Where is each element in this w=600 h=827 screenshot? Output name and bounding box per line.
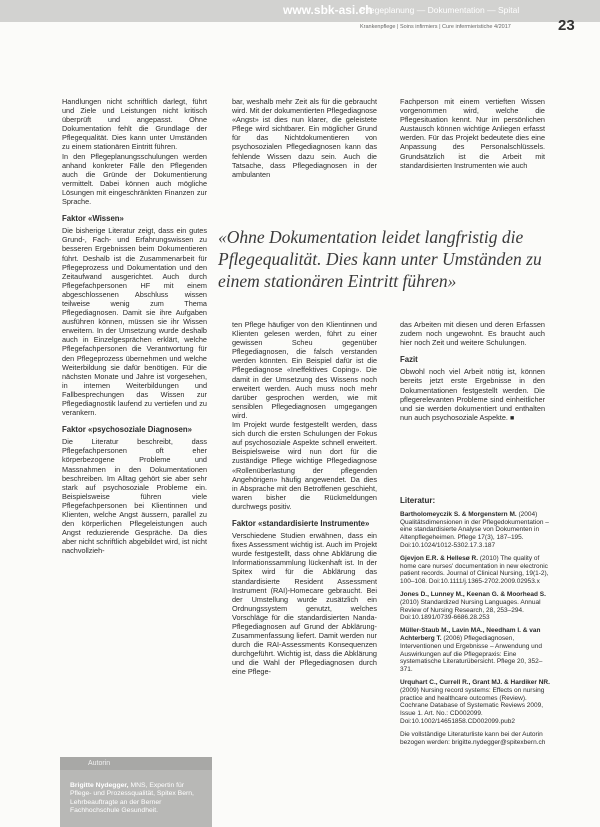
literature-list xyxy=(400,497,550,751)
paragraph: das Arbeiten mit diesen und deren Erfassen zudem noch ungewohnt. Es braucht auch hier noch Zeit und weitere Schulungen. xyxy=(400,320,545,348)
end-mark: ■ xyxy=(509,414,515,422)
literature-title: Literatur: xyxy=(400,496,436,505)
author-name: Brigitte Nydegger, xyxy=(70,782,129,789)
entry-text: (2010) The quality of home care nurses' documentation in new electronic patient records. Journal of Clinical Nursing, 19(1-2), 100–108. Doi:10.1111/j.1365-2702.2009.02953.x xyxy=(400,554,549,586)
site-url[interactable]: www.sbk-asi.ch xyxy=(283,3,373,17)
literature-entry xyxy=(400,627,550,674)
entry-text: (2006) Pflegediagnosen, Interventionen und Ergebnisse – Anwendung und Auswirkungen auf die Pflegepraxis: Eine systematische Literaturübersicht. Pflege 20, 352–371. xyxy=(400,634,543,674)
author-box xyxy=(60,760,212,827)
literature-entry xyxy=(400,555,550,586)
paragraph xyxy=(400,367,545,423)
entry-authors: Urquhart C., Currell R., Grant MJ. & Hardiker NR. xyxy=(400,678,550,686)
paragraph: Verschiedene Studien erwähnen, dass ein fixes Assessment wichtig ist. Auch im Projekt wurde festgestellt, dass ohne Abklärung die Informationssammlung lückenhaft ist. In der Spitex wird für die Abklärung das standardisierte Resident Assessment Instrument (RAI)-Homecare gebraucht. Bei der Umstellung wurde zusätzlich ein Ordnungssystem genutzt, welches Vorschläge für die standardisierten Nanda-Pflegediagnosen auf Grund der Abklärung-Zusammenfassung liefert. Damit werden nur durch die RAI-Assessments Konsequenzen durchgeführt. Wichtig ist, dass die Abklärung und die Wahl der Pflegediagnosen durch eine Pflege- xyxy=(232,531,377,677)
paragraph: In den Pflegeplanungsschulungen werden anhand konkreter Fälle den Pflegenden auch die Gründe der Dokumentierung vermittelt. Dabei können auch mögliche Lösungen mit eingeschränkten Finanzen zur Sprache. xyxy=(62,151,207,207)
literature-entry xyxy=(400,679,550,726)
entry-text: (2010) Standardized Nursing Languages. Annual Review of Nursing Research, 28, 253–294. Doi:10.1891/0739-6686.28.253 xyxy=(400,598,541,622)
literature-entry xyxy=(400,511,550,550)
entry-authors: Gjevjon E.R. & Hellesø R. xyxy=(400,554,479,562)
column-3-bottom xyxy=(400,320,545,423)
paragraph: Fachperson mit einem vertieften Wissen vorgenommen wird, welche die Pflegesituation kennt. Nur im persönlichen Austausch können wichtige Anliegen erfasst werden. Für das Projekt bedeutete dies eine Anpassung des Personalschlüssels. Grundsätzlich ist die Arbeit mit standardisierten Instrumenten wie auch xyxy=(400,97,545,170)
journal-line: Krankenpflege | Soins infirmiers | Cure infermieristiche 4/2017 xyxy=(360,24,511,30)
paragraph: Handlungen nicht schriftlich darlegt, führt und Ziele und Leistungen nicht kritisch überprüft und angepasst. Ohne Dokumentation fehlt die Grundlage der Pflegequalität. Dies kann unter Umständen zu einem stationären Eintritt führen. xyxy=(62,97,207,152)
author-text xyxy=(70,782,206,816)
literature-entry xyxy=(400,591,550,622)
column-2-top xyxy=(232,97,377,179)
page-number: 23 xyxy=(558,17,575,34)
paragraph: Im Projekt wurde festgestellt werden, dass sich durch die ersten Schulungen der Fokus auf psychosoziale Aspekte schnell erweitert. Beispielsweise wird nun dort für die zuständige Pflege wichtige Pflegediagnose «Rollenüberlastung der pflegenden Angehörigen» häufig angewendet. Da dies in Absprache mit den Betroffenen geschieht, waren bisher die Rückmeldungen durchwegs positiv. xyxy=(232,420,377,511)
entry-text: (2004) Qualitätsdimensionen in der Pflegedokumentation – eine standardisierte Analyse von Dokumenten in Altenpflegeheimen. Pflege 17(3), 187–195. Doi:10.1024/1012-5302.17.3.187 xyxy=(400,510,549,549)
paragraph: Die bisherige Literatur zeigt, dass ein gutes Grund-, Fach- und Erfahrungswissen zu besseren Ergebnissen beim Dokumentieren führt. Deshalb ist die Zusammenarbeit für Pflegeprozess und Dokumentation und den Zeitaufwand ausgerichtet. Auch durch Pflegefachpersonen HF mit einem abgeschlossenen Abschluss wissen teilweise wenig zum Thema Pflegediagnosen. Damit sie ihre Aufgaben ausführen können, müssen sie ihr Wissen erweitern. In der Umsetzung wurde deshalb auch in Einzelgesprächen erklärt, welche Pflegefachpersonen die Verantwortung für den Pflegeprozess übernehmen und welche Weiterbildung sie dafür benötigen. Für die nächsten Monate und Jahre ist vorgesehen, in internen Weiterbildungen und Fallbesprechungen das Wissen zur Pflegediagnostik laufend zu vertiefen und zu verankern. xyxy=(62,226,207,418)
entry-authors: Müller-Staub M., Lavin MA., Needham I. & van Achterberg T. xyxy=(400,627,541,642)
section-breadcrumb: Pflegeplanung — Dokumentation — Spital xyxy=(360,5,520,15)
author-description: MNS, Expertin für Pflege- und Prozessqualität, Spitex Bern, Lehrbeauftragte an der Berner Fachhochschule Gesundheit. xyxy=(70,782,194,815)
paragraph: bar, weshalb mehr Zeit als für die gebraucht wird. Mit der dokumentierten Pflegediagnose «Angst» ist dies nun klarer, die geleistete Pflege wird sichtbarer. Ein möglicher Grund für das Nichtdokumentieren von psychosozialen Pflegediagnosen kann das fehlende Wissen dazu sein. Auch die Tatsache, dass Pflegediagnosen in der ambulanten xyxy=(232,97,377,179)
author-heading: Autorin xyxy=(60,757,212,770)
column-1 xyxy=(62,97,207,556)
entry-authors: Bartholomeyczik S. & Morgenstern M. xyxy=(400,510,517,518)
section-heading: Faktor «psychosoziale Diagnosen» xyxy=(62,425,192,435)
paragraph: ten Pflege häufiger von den Klientinnen und Klienten gelesen werden, führt zu einer gewissen Scheu gegenüber Pflegediagnosen, die falsch verstanden werden könnten. Ein Beispiel dafür ist die Pflegediagnose «Ineffektives Coping». Die damit in der Umsetzung des Wissens noch erweitert werden. Auch muss noch mehr darüber gesprochen werden, wie mit sensiblen Pflegediagnosen umgegangen wird. xyxy=(232,320,377,420)
section-heading: Faktor «Wissen» xyxy=(62,214,124,224)
pull-quote: «Ohne Dokumentation leidet langfristig die Pflegequalität. Dies kann unter Umständen zu einem stationären Eintritt führen» xyxy=(218,227,542,291)
entry-text: (2009) Nursing record systems: Effects on nursing practice and healthcare outcomes (Review). Cochrane Database of Systematic Reviews 2009, Issue 1. Art. No.: CD002099. Doi:10.1002/14651858.CD002099.pub2 xyxy=(400,686,545,725)
paragraph: Die Literatur beschreibt, dass Pflegefachpersonen oft eher körperbezogene Probleme und Massnahmen in den Dokumentationen beschreiben. Im Alltag gehört sie aber sehr stark auf psychosoziale Probleme ein. Beispielsweise führen viele Pflegefachpersonen bei Klientinnen und Klienten, welche Angst äussern, parallel zu den körperlichen Pflegeleistungen auch Angst reduzierende Gespräche. Da dies aber nicht schriftlich abgebildet wird, ist nicht nachvollzieh- xyxy=(62,437,207,556)
paragraph-text: Obwohl noch viel Arbeit nötig ist, können bereits jetzt erste Ergebnisse in den Dokumentationen festgestellt werden. Die pflegerelevanten Probleme sind einheitlicher und sie werden dokumentiert und enthalten nun auch psychosoziale Aspekte. xyxy=(400,367,545,422)
entry-authors: Jones D., Lunney M., Keenan G. & Moorhead S. xyxy=(400,590,546,598)
literature-note: Die vollständige Literaturliste kann bei der Autorin bezogen werden: brigitte.nydegger@spitexbern.ch xyxy=(400,730,546,746)
section-heading: Faktor «standardisierte Instrumente» xyxy=(232,518,370,528)
page-header-bar xyxy=(0,0,600,22)
column-3-top xyxy=(400,97,545,170)
column-2-bottom xyxy=(232,320,377,677)
section-heading: Fazit xyxy=(400,355,418,365)
